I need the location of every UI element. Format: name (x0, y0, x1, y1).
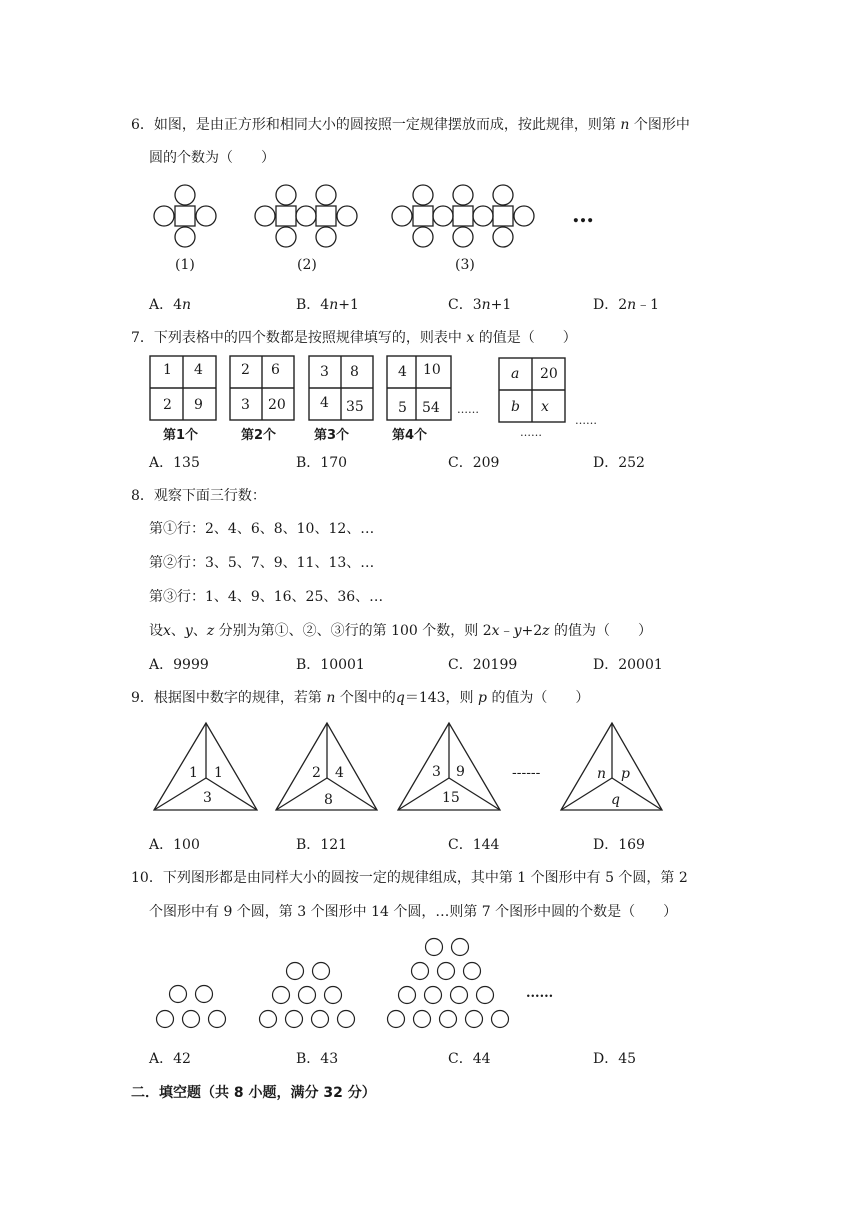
q6-option-b[interactable] (296, 294, 359, 314)
option-letter: D． (593, 1051, 619, 1067)
q9-stem-text: 9．根据图中数字的规律，若第 (131, 690, 322, 706)
option-letter: A． (149, 837, 174, 853)
q7-option-c[interactable] (448, 452, 499, 472)
q10-dots: ...... (526, 986, 554, 1001)
q6-fig-label-2: (2) (297, 257, 317, 273)
q9-tri1-left: 1 (189, 765, 198, 781)
q6-fig-label-1: (1) (175, 257, 195, 273)
q6-ellipsis: … (572, 202, 594, 228)
option-text: 169 (618, 837, 645, 853)
q9-tri3-right: 9 (456, 764, 465, 780)
q8-sub-text: 、 (170, 623, 185, 639)
q7-stem-var: x (466, 330, 475, 346)
option-letter: D． (593, 455, 619, 471)
q7-table5-tl: a (511, 366, 520, 382)
q7-dots-mid: …… (457, 403, 479, 416)
q9-tri4-right: p (621, 766, 630, 782)
q8-row-1: 第①行：2、4、6、8、10、12、… (149, 521, 375, 537)
q9-option-c[interactable] (448, 834, 499, 854)
q8-sub-text: +2 (521, 623, 543, 639)
q7-table4-tl: 4 (398, 364, 407, 380)
q8-var-x: x (163, 623, 171, 639)
q7-table4-caption: 第4个 (392, 428, 428, 443)
option-letter: C． (448, 657, 473, 673)
q6-stem-part-b: 个图形中 (633, 117, 690, 133)
q7-option-b[interactable] (296, 452, 347, 472)
q6-fig-label-3: (3) (455, 257, 475, 273)
q7-table1-tl: 1 (163, 362, 172, 378)
q9-triangles (0, 720, 860, 820)
q7-table4-tr: 10 (423, 362, 441, 378)
q8-sub-text: 的值为（ ） (553, 623, 652, 639)
q9-option-b[interactable] (296, 834, 347, 854)
option-letter: C． (448, 297, 473, 313)
option-text: 252 (618, 455, 645, 471)
q6-option-a[interactable] (149, 294, 191, 314)
option-letter: B． (296, 297, 321, 313)
option-letter: D． (593, 297, 619, 313)
q7-table5-tr: 20 (540, 366, 558, 382)
q8-option-d[interactable] (593, 654, 663, 674)
option-text: 44 (472, 1051, 491, 1067)
q9-dashes: ------ (512, 765, 541, 781)
q7-table3-caption: 第3个 (314, 428, 350, 443)
option-text: ﹣1 (636, 297, 660, 313)
q7-option-a[interactable] (149, 452, 200, 472)
option-text: 121 (320, 837, 348, 853)
option-letter: A． (149, 657, 174, 673)
q6-stem-line1 (131, 114, 690, 134)
q9-stem (131, 687, 589, 707)
q7-table5-br: x (541, 399, 549, 415)
q7-stem-part-a: 7．下列表格中的四个数都是按照规律填写的，则表中 (131, 330, 462, 346)
q9-var-n: n (326, 690, 336, 706)
q9-stem-text: 个图中的 (339, 690, 396, 706)
q7-table3-tr: 8 (350, 364, 359, 380)
q10-stem-line2: 个图形中有 9 个圆，第 3 个图形中 14 个圆，…则第 7 个图形中圆的个数是（ ） (149, 904, 678, 920)
q7-table3-bl: 4 (320, 395, 329, 411)
q7-table2-bl: 3 (241, 397, 250, 413)
option-letter: B． (296, 837, 321, 853)
option-text: 9999 (173, 657, 209, 673)
q9-tri2-right: 4 (335, 765, 344, 781)
option-text: +1 (338, 297, 359, 313)
q8-var-x: x (491, 623, 500, 639)
q7-table3-br: 35 (346, 399, 364, 415)
q8-sub-text: 、 (192, 623, 207, 639)
option-letter: D． (593, 837, 619, 853)
option-letter: C． (448, 455, 473, 471)
option-letter: B． (296, 1051, 321, 1067)
q10-option-d[interactable] (593, 1048, 636, 1068)
q9-tri2-bottom: 8 (324, 792, 333, 808)
option-letter: D． (593, 657, 619, 673)
q7-table1-caption: 第1个 (163, 428, 199, 443)
option-text: 20001 (618, 657, 663, 673)
option-text: 45 (618, 1051, 637, 1067)
option-letter: B． (296, 657, 321, 673)
q9-option-a[interactable] (149, 834, 200, 854)
q9-tri4-left: n (597, 766, 607, 782)
q9-tri3-left: 3 (432, 764, 441, 780)
option-letter: C． (448, 837, 473, 853)
q8-option-b[interactable] (296, 654, 365, 674)
q7-stem (131, 327, 577, 347)
option-text: 43 (320, 1051, 339, 1067)
q9-stem-text: 的值为（ ） (491, 690, 590, 706)
q8-sub-text: 设 (149, 623, 163, 639)
q7-table5-bl: b (511, 399, 520, 415)
option-text: 3 (472, 297, 482, 313)
option-text: 4 (173, 297, 183, 313)
q7-table2-tl: 2 (241, 362, 250, 378)
option-text: 209 (472, 455, 500, 471)
q7-table2-br: 20 (268, 397, 286, 413)
option-letter: A． (149, 455, 174, 471)
option-text: 2 (618, 297, 628, 313)
q7-table1-br: 9 (194, 397, 203, 413)
q6-figure (0, 180, 860, 280)
q10-stem-line1: 10．下列图形都是由同样大小的圆按一定的规律组成，其中第 1 个图形中有 5 个圆，第 2 (131, 870, 688, 886)
q7-table3-tl: 3 (320, 364, 329, 380)
q10-option-a[interactable] (149, 1048, 191, 1068)
option-text: 144 (472, 837, 500, 853)
option-text: +1 (490, 297, 512, 313)
q7-table4-br: 54 (422, 400, 440, 416)
q8-var-y: y (513, 623, 522, 639)
q9-tri2-left: 2 (312, 765, 321, 781)
option-letter: C． (448, 1051, 473, 1067)
q8-var-z: z (206, 623, 215, 639)
option-letter: A． (149, 1051, 174, 1067)
option-text: 4 (320, 297, 330, 313)
q6-stem-var: n (620, 117, 630, 133)
q7-stem-part-b: 的值是（ ） (478, 330, 577, 346)
q8-row-3: 第③行：1、4、9、16、25、36、… (149, 589, 384, 605)
q6-stem-part-a: 6．如图，是由正方形和相同大小的圆按照一定规律摆放而成，按此规律，则第 (131, 117, 616, 133)
q8-option-a[interactable] (149, 654, 209, 674)
q8-var-y: y (184, 623, 193, 639)
option-var: n (481, 297, 491, 313)
option-text: 135 (173, 455, 200, 471)
q7-table2-caption: 第2个 (241, 428, 277, 443)
q9-tri1-bottom: 3 (203, 790, 212, 806)
q8-var-z: z (542, 623, 550, 639)
option-letter: A． (149, 297, 174, 313)
q8-subquestion (149, 620, 652, 640)
q10-option-b[interactable] (296, 1048, 338, 1068)
q8-stem: 8．观察下面三行数： (131, 488, 266, 504)
q9-stem-text: ＝143，则 (404, 690, 474, 706)
q8-sub-text: ﹣ (499, 623, 514, 639)
q7-table4-bl: 5 (398, 400, 407, 416)
section-title: 二．填空题（共 8 小题，满分 32 分） (131, 1085, 376, 1101)
q9-tri3-bottom: 15 (442, 790, 460, 806)
option-var: n (329, 297, 339, 313)
q7-table5-caption: …… (520, 426, 542, 439)
q6-option-c[interactable] (448, 294, 511, 314)
option-letter: B． (296, 455, 321, 471)
q9-tri4-bottom: q (611, 792, 620, 808)
option-text: 10001 (320, 657, 365, 673)
option-text: 170 (320, 455, 348, 471)
q7-table2-tr: 6 (271, 362, 280, 378)
q9-var-q: q (395, 690, 405, 706)
option-text: 100 (173, 837, 200, 853)
q9-tri1-right: 1 (214, 765, 223, 781)
q10-option-c[interactable] (448, 1048, 491, 1068)
q7-dots-right: …… (575, 414, 597, 427)
q9-var-p: p (478, 690, 487, 706)
option-text: 42 (173, 1051, 191, 1067)
q10-circles-figure (0, 936, 860, 1036)
option-text: 20199 (472, 657, 518, 673)
q8-sub-text: 分别为第①、②、③行的第 100 个数，则 2 (218, 623, 492, 639)
option-var: n (627, 297, 637, 313)
q6-stem-line2: 圆的个数为（ ） (149, 150, 275, 166)
q8-option-c[interactable] (448, 654, 517, 674)
option-var: n (182, 297, 192, 313)
q6-option-d[interactable] (593, 294, 659, 314)
q7-option-d[interactable] (593, 452, 645, 472)
q7-table1-bl: 2 (163, 397, 172, 413)
q8-row-2: 第②行：3、5、7、9、11、13、… (149, 555, 375, 571)
q7-table1-tr: 4 (194, 362, 203, 378)
q9-option-d[interactable] (593, 834, 645, 854)
